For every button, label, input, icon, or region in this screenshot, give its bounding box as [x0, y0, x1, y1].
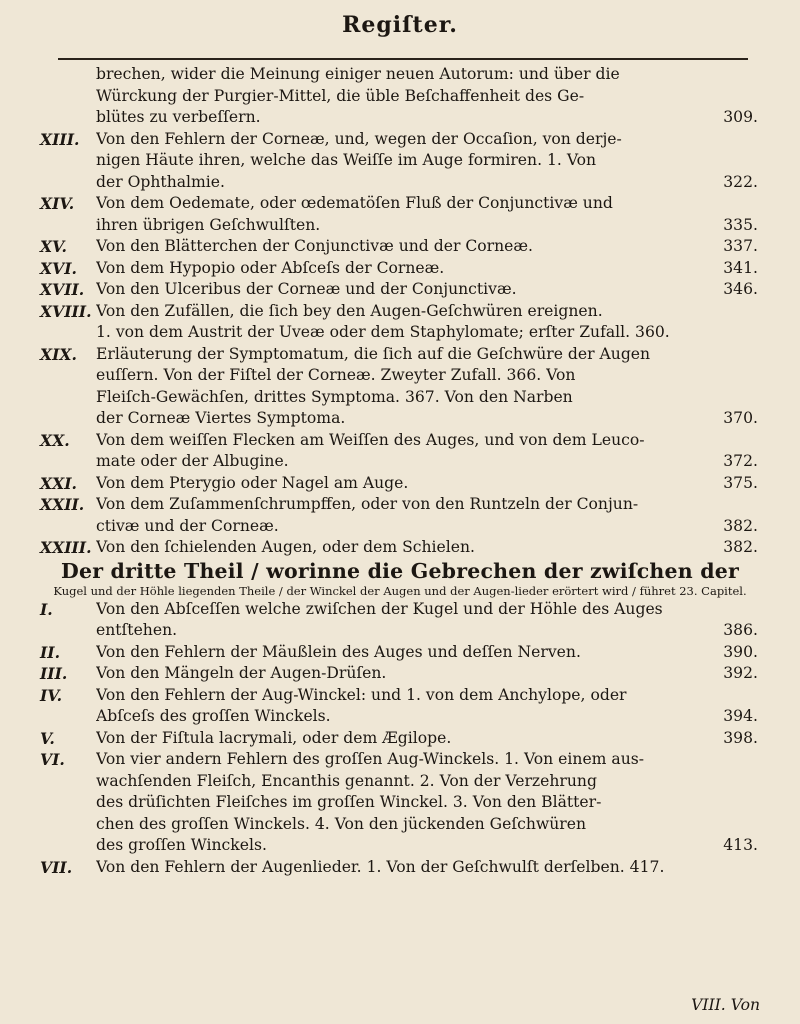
chapter-number: XXI. — [40, 473, 77, 493]
chapter-number: VI. — [40, 750, 65, 769]
chapter-list — [40, 64, 760, 559]
entry-line — [96, 215, 760, 237]
page-number: 386. — [723, 621, 758, 639]
catchword-number: VIII. — [691, 996, 726, 1014]
entry-text: entſtehen. — [96, 621, 178, 639]
entry-text: Abſceſs des groſſen Winckels. — [96, 707, 331, 725]
register-entry — [40, 728, 760, 750]
entry-text: 1. von dem Austrit der Uveæ oder dem Staphylomate; erſter Zufall. 360. — [96, 323, 670, 341]
entry-text: Von den Ulceribus der Corneæ und der Conjunctivæ. — [96, 280, 517, 298]
entry-text: Von den Fehlern der Corneæ, und, wegen der Occaſion, von derje- — [96, 129, 622, 148]
entry-line — [96, 236, 760, 258]
entry-line — [96, 749, 760, 771]
page-number: 382. — [723, 516, 758, 535]
chapter-number: II. — [40, 642, 61, 662]
chapter-number: XXIII. — [40, 538, 92, 557]
entry-text: Von dem Hypopio oder Abſceſs der Corneæ. — [96, 258, 445, 277]
register-entry — [40, 494, 760, 537]
entry-text: blütes zu verbeſſern. — [96, 108, 261, 126]
entry-line — [96, 835, 760, 857]
entry-line — [96, 150, 760, 172]
chapter-list-part3 — [40, 599, 760, 879]
chapter-number: VII. — [40, 857, 73, 877]
entry-line — [96, 642, 760, 664]
register-entry — [40, 301, 760, 344]
register-entry — [40, 236, 760, 258]
page-number: 382. — [723, 538, 758, 556]
part-title: Der dritte Theil / worinne die Gebrechen der zwiſchen der — [61, 558, 739, 583]
entry-line — [96, 537, 760, 559]
page-number: 394. — [723, 707, 758, 725]
entry-text: Von vier andern Fehlern des groſſen Aug-Winckels. 1. Von einem aus- — [96, 750, 645, 768]
entry-text: euſſern. Von der Fiſtel der Corneæ. Zweyter Zufall. 366. Von — [96, 366, 576, 384]
entry-text: nigen Häute ihren, welche das Weiſſe im Auge formiren. 1. Von — [96, 151, 597, 169]
page-number: 309. — [723, 108, 758, 126]
page-number: 341. — [723, 258, 758, 277]
entry-line — [96, 86, 760, 108]
entry-line — [96, 387, 760, 409]
entry-text: Fleiſch-Gewächſen, drittes Symptoma. 367. Von den Narben — [96, 387, 573, 406]
entry-line — [96, 64, 760, 86]
entry-text: mate oder der Albugine. — [96, 452, 289, 470]
page-number: 398. — [723, 728, 758, 747]
page-number: 335. — [723, 215, 758, 234]
entry-text: ihren übrigen Geſchwulſten. — [96, 215, 321, 234]
register-entry — [40, 344, 760, 430]
entry-text: Von den ſchielenden Augen, oder dem Schielen. — [96, 538, 475, 556]
page-number: 375. — [723, 473, 758, 492]
entry-line — [96, 107, 760, 129]
entry-line — [96, 301, 760, 323]
entry-text: Würckung der Purgier-Mittel, die üble Beſchaffenheit des Ge- — [96, 86, 585, 105]
entry-line — [96, 857, 760, 879]
page-number: 370. — [723, 409, 758, 427]
entry-line — [96, 663, 760, 685]
entry-text: Von dem Zuſammenſchrumpffen, oder von den Runtzeln der Conjun- — [96, 495, 639, 513]
entry-text: Von dem Pterygio oder Nagel am Auge. — [96, 473, 409, 492]
entry-line — [96, 494, 760, 516]
chapter-number: I. — [40, 599, 53, 619]
register-entry — [40, 279, 760, 301]
entry-line — [96, 792, 760, 814]
page-number: 322. — [723, 172, 758, 191]
register-entry — [40, 857, 760, 879]
chapter-number: XXII. — [40, 495, 85, 514]
register-entry — [40, 430, 760, 473]
chapter-number: XIII. — [40, 129, 80, 149]
part-subtitle: Kugel und der Höhle liegenden Theile / der Winckel der Augen und der Augen-lieder erörtert wird / führet 23. Capitel. — [53, 583, 747, 598]
chapter-number: XVI. — [40, 258, 77, 278]
entry-text: ctivæ und der Corneæ. — [96, 516, 279, 535]
page-number: 372. — [723, 452, 758, 470]
register-entry — [40, 473, 760, 495]
page-number: 392. — [723, 664, 758, 682]
catchwords — [691, 996, 760, 1014]
register-entry — [40, 642, 760, 664]
entry-text: Von der Fiſtula lacrymali, oder dem Ægilope. — [96, 728, 452, 747]
entry-line — [96, 771, 760, 793]
register-entry — [40, 685, 760, 728]
entry-line — [96, 129, 760, 151]
chapter-number: XIX. — [40, 344, 77, 364]
register-entry — [40, 129, 760, 194]
register-entry — [40, 258, 760, 280]
entry-text: Erläuterung der Symptomatum, die ſich auf die Geſchwüre der Augen — [96, 344, 651, 363]
register-entry — [40, 599, 760, 642]
entry-text: der Corneæ Viertes Symptoma. — [96, 409, 346, 427]
entry-line — [96, 258, 760, 280]
entry-line — [96, 193, 760, 215]
chapter-number: XV. — [40, 237, 67, 256]
entry-text: Von den Fehlern der Aug-Winckel: und 1. von dem Anchylope, oder — [96, 685, 627, 704]
register-body — [40, 64, 760, 878]
entry-line — [96, 620, 760, 642]
chapter-number: XX. — [40, 430, 70, 450]
part-heading — [40, 559, 760, 599]
entry-line — [96, 451, 760, 473]
catchword: Von — [730, 996, 760, 1014]
entry-text: Von dem Oedemate, oder œdematöſen Fluß der Conjunctivæ und — [96, 194, 613, 212]
page-number: 413. — [723, 836, 758, 854]
running-header: Regiſter. — [342, 12, 458, 38]
chapter-number: XVIII. — [40, 301, 92, 321]
entry-text: Von den Fehlern der Mäußlein des Auges und deſſen Nerven. — [96, 642, 581, 661]
entry-line — [96, 279, 760, 301]
chapter-number: XIV. — [40, 194, 75, 213]
entry-line — [96, 473, 760, 495]
entry-line — [96, 344, 760, 366]
entry-text: Von den Mängeln der Augen-Drüſen. — [96, 664, 387, 682]
entry-line — [96, 430, 760, 452]
entry-text: brechen, wider die Meinung einiger neuen Autorum: und über die — [96, 65, 620, 83]
entry-line — [96, 728, 760, 750]
entry-text: Von den Blätterchen der Conjunctivæ und der Corneæ. — [96, 237, 534, 255]
entry-line — [96, 516, 760, 538]
entry-text: chen des groſſen Winckels. 4. Von den jückenden Geſchwüren — [96, 814, 587, 833]
entry-line — [96, 814, 760, 836]
entry-line — [96, 322, 760, 344]
entry-line — [96, 599, 760, 621]
register-entry — [40, 749, 760, 857]
entry-line — [96, 685, 760, 707]
entry-line — [96, 408, 760, 430]
register-entry — [40, 537, 760, 559]
chapter-number: IV. — [40, 685, 63, 705]
entry-text: des groſſen Winckels. — [96, 836, 267, 854]
register-entry — [40, 64, 760, 129]
entry-line — [96, 365, 760, 387]
entry-text: Von dem weiſſen Flecken am Weiſſen des Auges, und von dem Leuco- — [96, 430, 645, 449]
header-rule — [58, 58, 748, 60]
chapter-number: V. — [40, 728, 55, 748]
entry-line — [96, 706, 760, 728]
entry-text: Von den Fehlern der Augenlieder. 1. Von der Geſchwulſt derſelben. 417. — [96, 857, 665, 876]
entry-text: der Ophthalmie. — [96, 172, 225, 191]
page-number: 337. — [723, 237, 758, 255]
chapter-number: XVII. — [40, 280, 85, 299]
chapter-number: III. — [40, 664, 68, 683]
entry-text: Von den Abſceſſen welche zwiſchen der Kugel und der Höhle des Auges — [96, 599, 663, 618]
page-number: 346. — [723, 280, 758, 298]
register-entry — [40, 663, 760, 685]
entry-line — [96, 172, 760, 194]
entry-text: wachſenden Fleiſch, Encanthis genannt. 2. Von der Verzehrung — [96, 771, 597, 790]
page-number: 390. — [723, 642, 758, 661]
entry-text: Von den Zufällen, die ſich bey den Augen-Geſchwüren ereignen. — [96, 301, 603, 320]
register-entry — [40, 193, 760, 236]
entry-text: des drüſichten Fleiſches im groſſen Winckel. 3. Von den Blätter- — [96, 793, 602, 811]
